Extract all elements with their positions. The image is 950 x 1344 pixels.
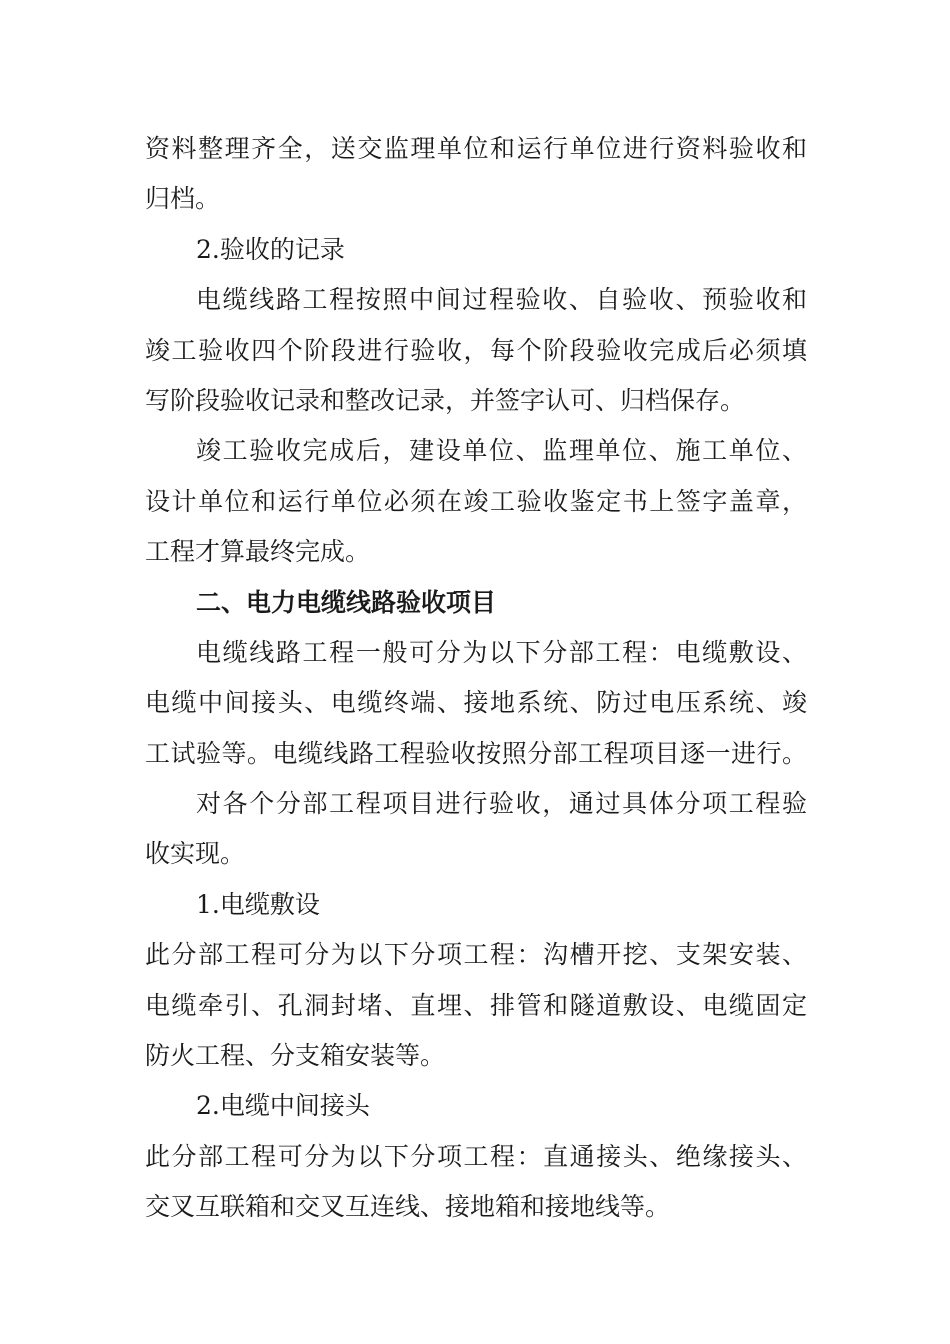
paragraph-line: 收实现。 [145,839,246,869]
paragraph-line: 写阶段验收记录和整改记录，并签字认可、归档保存。 [145,385,746,415]
paragraph-line-indented: 2.电缆中间接头 [196,1091,370,1121]
paragraph-line: 资料整理齐全，送交监理单位和运行单位进行资料验收和 [145,134,807,163]
paragraph-line: 电缆中间接头、电缆终端、接地系统、防过电压系统、竣 [145,688,807,718]
paragraph-line: 工试验等。电缆线路工程验收按照分部工程项目逐一进行。 [145,738,807,768]
paragraph-line-indented: 竣工验收完成后，建设单位、监理单位、施工单位、 [196,436,807,466]
paragraph-line: 竣工验收四个阶段进行验收，每个阶段验收完成后必须填 [145,335,807,365]
paragraph-line: 此分部工程可分为以下分项工程：沟槽开挖、支架安装、 [145,940,807,970]
paragraph-line: 归档。 [145,184,221,214]
paragraph-line: 设计单位和运行单位必须在竣工验收鉴定书上签字盖章， [145,486,807,516]
document-body [145,124,807,1233]
paragraph-line: 工程才算最终完成。 [145,537,371,567]
paragraph-line: 此分部工程可分为以下分项工程：直通接头、绝缘接头、 [145,1141,807,1171]
paragraph-line-indented: 电缆线路工程按照中间过程验收、自验收、预验收和 [196,285,807,315]
paragraph-line: 交叉互联箱和交叉互连线、接地箱和接地线等。 [145,1192,671,1222]
paragraph-line-indented: 1.电缆敷设 [196,889,320,919]
paragraph-line-indented: 2.验收的记录 [196,234,345,264]
paragraph-line: 防火工程、分支箱安装等。 [145,1041,446,1071]
paragraph-line: 电缆牵引、孔洞封堵、直埋、排管和隧道敷设、电缆固定 [145,990,807,1020]
paragraph-line-indented: 对各个分部工程项目进行验收，通过具体分项工程验 [196,789,807,819]
paragraph-line-indented: 电缆线路工程一般可分为以下分部工程：电缆敷设、 [196,637,807,667]
section-heading: 二、电力电缆线路验收项目 [196,587,497,617]
